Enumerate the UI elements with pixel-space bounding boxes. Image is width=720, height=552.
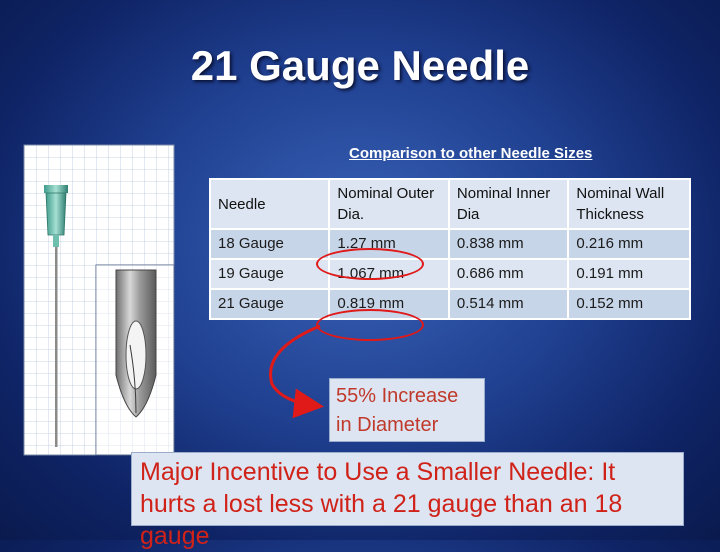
cell-outer-diameter: 1.067 mm (330, 260, 447, 288)
header-wall-thickness: Nominal Wall Thickness (569, 180, 689, 228)
cell-outer-diameter: 0.819 mm (330, 290, 447, 318)
cell-gauge: 19 Gauge (211, 260, 328, 288)
cell-gauge: 18 Gauge (211, 230, 328, 258)
cell-wall-thickness: 0.152 mm (569, 290, 689, 318)
comparison-caption: Comparison to other Needle Sizes (349, 145, 593, 162)
header-needle: Needle (211, 180, 328, 228)
slide-title: 21 Gauge Needle (190, 42, 530, 89)
cell-inner-diameter: 0.514 mm (450, 290, 567, 318)
cell-gauge: 21 Gauge (211, 290, 328, 318)
increase-callout: 55% Increase in Diameter (329, 378, 485, 442)
cell-inner-diameter: 0.686 mm (450, 260, 567, 288)
incentive-banner: Major Incentive to Use a Smaller Needle: It hurts a lost less with a 21 gauge than an 18 gauge (131, 452, 684, 526)
cell-wall-thickness: 0.216 mm (569, 230, 689, 258)
cell-inner-diameter: 0.838 mm (450, 230, 567, 258)
cell-wall-thickness: 0.191 mm (569, 260, 689, 288)
header-inner-diameter: Nominal Inner Dia (450, 180, 567, 228)
header-outer-diameter: Nominal Outer Dia. (330, 180, 447, 228)
cell-outer-diameter: 1.27 mm (330, 230, 447, 258)
